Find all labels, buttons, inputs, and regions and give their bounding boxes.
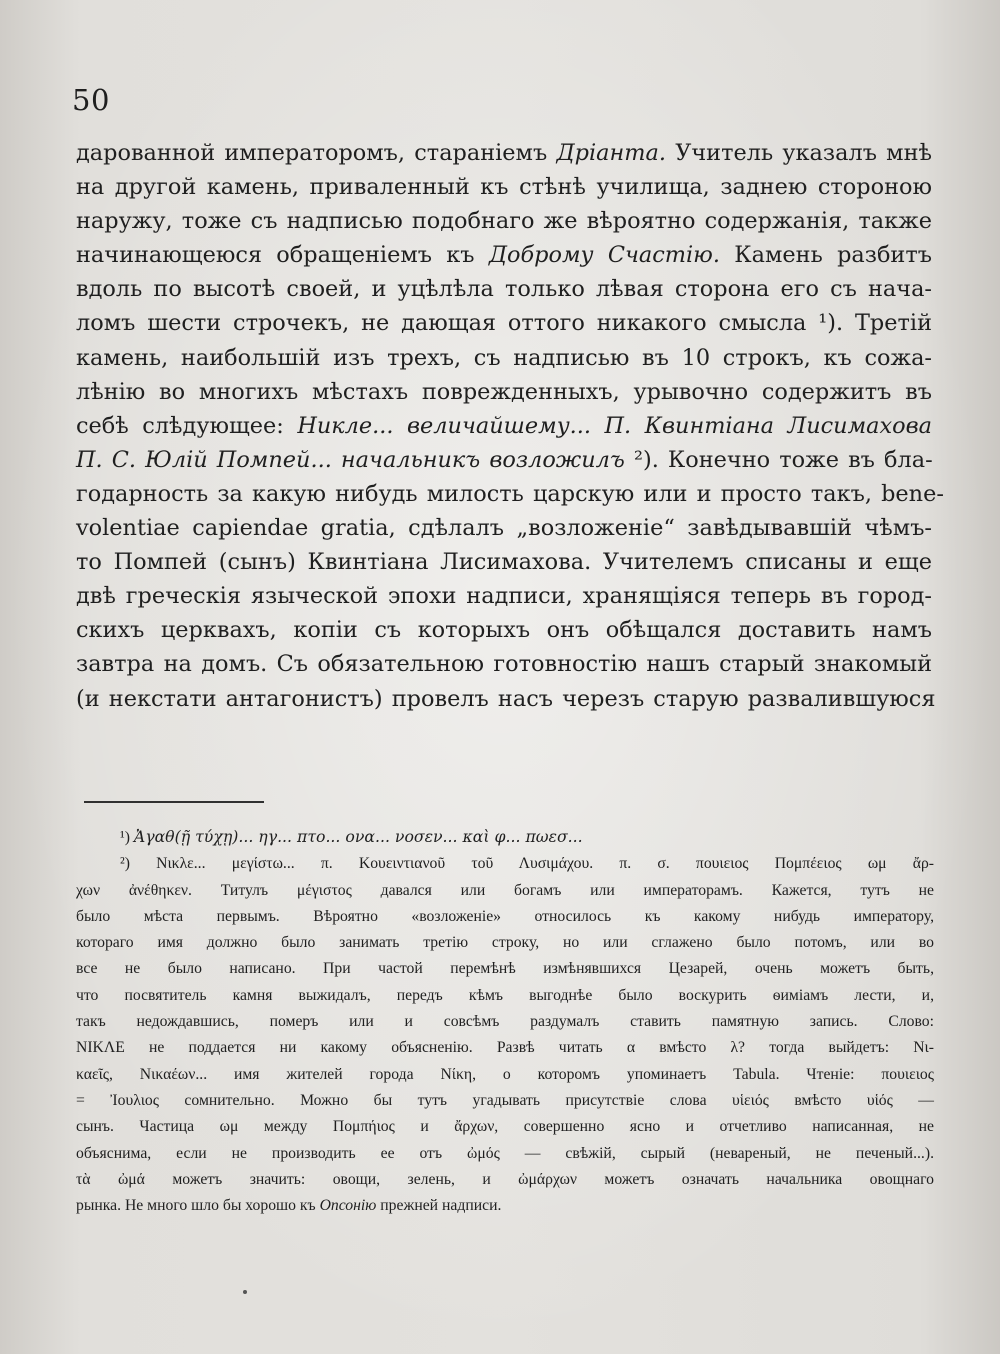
text-line: начинающеюся обращеніемъ къ Доброму Счастію. Камень разбитъ (76, 242, 932, 269)
text-line: наружу, тоже съ надписью подобнаго же вѣроятно содержанія, также (76, 208, 932, 235)
footnote-line: все не было написано. При частой перемѣнѣ измѣнявшихся Цезарей, очень можетъ быть, (76, 960, 934, 978)
footnote-line: сынъ. Частица ωμ между Πομπήιος и ἄρχων, совершенно ясно и отчетливо написанная, не (76, 1118, 934, 1136)
text-line: то Помпей (сынъ) Квинтіана Лисимахова. Учителемъ списаны и еще (76, 549, 932, 576)
text-line: лѣнію во многихъ мѣстахъ поврежденныхъ, урывочно содержитъ въ (76, 378, 932, 405)
text-line: скихъ церквахъ, копіи съ которыхъ онъ обѣщался доставить намъ (76, 617, 932, 644)
page-number: 50 (72, 83, 110, 117)
footnote-line: объяснима, если не производить ее отъ ὠμός — свѣжій, сырый (невареный, не печеный...). (76, 1144, 934, 1162)
text-line: volentiae capiendae gratia, сдѣлалъ „возложеніе“ завѣдывавшій чѣмъ- (76, 515, 932, 542)
text-line: камень, наибольшій изъ трехъ, съ надписью въ 10 строкъ, къ сожа- (76, 344, 932, 371)
text-line: (и некстати антагонистъ) провелъ насъ черезъ старую развалившуюся (76, 685, 936, 712)
text-line: ломъ шести строчекъ, не дающая оттого никакого смысла ¹). Третій (76, 310, 932, 337)
text-line: двѣ греческія языческой эпохи надписи, хранящіяся теперь въ город- (76, 583, 932, 610)
footnote-line: = Ἰουλιος сомнительно. Можно бы тутъ угадывать присутствіе слова υἱειός вмѣсто υἱός — (76, 1091, 934, 1109)
footnote-marker: ¹) (120, 829, 130, 846)
footnote-line: такъ недождавшись, померъ или и совсѣмъ раздумалъ ставить памятную запись. Слово: (76, 1013, 934, 1031)
text-line: себѣ слѣдующее: Никле... величайшему... П. Квинтіана Лисимахова (76, 412, 932, 439)
footnote-line: χων ἀνέθηκεν. Титулъ μέγιστος давался или богамъ или императорамъ. Кажется, тутъ не (76, 881, 934, 899)
footnote-line: τὰ ὠμά можетъ значить: овощи, зелень, и ὠμάρχων можетъ означать начальника овощнаго (76, 1170, 934, 1188)
text-line: завтра на домъ. Съ обязательною готовностію нашъ старый знакомый (76, 651, 932, 678)
footnote-line: NIKΛE не поддается ни какому объясненію. Развѣ читать α вмѣсто λ? тогда выйдетъ: Νι- (76, 1039, 934, 1057)
footnotes (76, 824, 934, 1219)
footnote-marker: ²) (120, 855, 130, 873)
footnote-1: ¹) Ἀγαθ(ῇ τύχῃ)... ηγ... πτο... ονα... νοσεν... καὶ φ... πωεσ... (120, 827, 583, 846)
footnote-divider (84, 801, 264, 803)
footnote-line: καεῖς, Νικαέων... имя жителей города Νίκη, о которомъ упоминаетъ Tabula. Чтеніе: πουιειος (76, 1065, 934, 1083)
text-line: вдоль по высотѣ своей, и уцѣлѣла только лѣвая сторона его съ нача- (76, 276, 932, 303)
text-line: П. С. Юлій Помпей... начальникъ возложилъ ²). Конечно тоже въ бла- (76, 446, 933, 473)
footnote-line: было мѣста первымъ. Вѣроятно «возложеніе» относилось къ какому нибудь императору, (76, 907, 934, 925)
footnote-line: что посвятитель камня выжидалъ, передъ кѣмъ выгоднѣе было воскурить ѳиміамъ лести, и, (76, 986, 934, 1004)
text-line: годарность за какую нибудь милость царскую или и просто такъ, benе- (76, 480, 944, 507)
footnote-line: котораго имя должно было занимать третію строку, но или сглажено было потомъ, или во (76, 934, 934, 952)
text-line: на другой камень, приваленный къ стѣнѣ училища, заднею стороною (76, 174, 932, 201)
footnote-line: рынка. Не много шло бы хорошо къ Опсонію прежней надписи. (76, 1197, 502, 1215)
footnote-2: ²) Νικλε... μεγίστω... π. Κουειντιανοῦ τοῦ Λυσιμάχου. π. σ. πουιειος Πομπέειος ωμ ἄρ- (120, 855, 934, 873)
paper-speck (243, 1290, 247, 1294)
text-line: дарованной императоромъ, стараніемъ Дріанта. Учитель указалъ мнѣ (76, 140, 933, 166)
main-text (76, 136, 944, 716)
